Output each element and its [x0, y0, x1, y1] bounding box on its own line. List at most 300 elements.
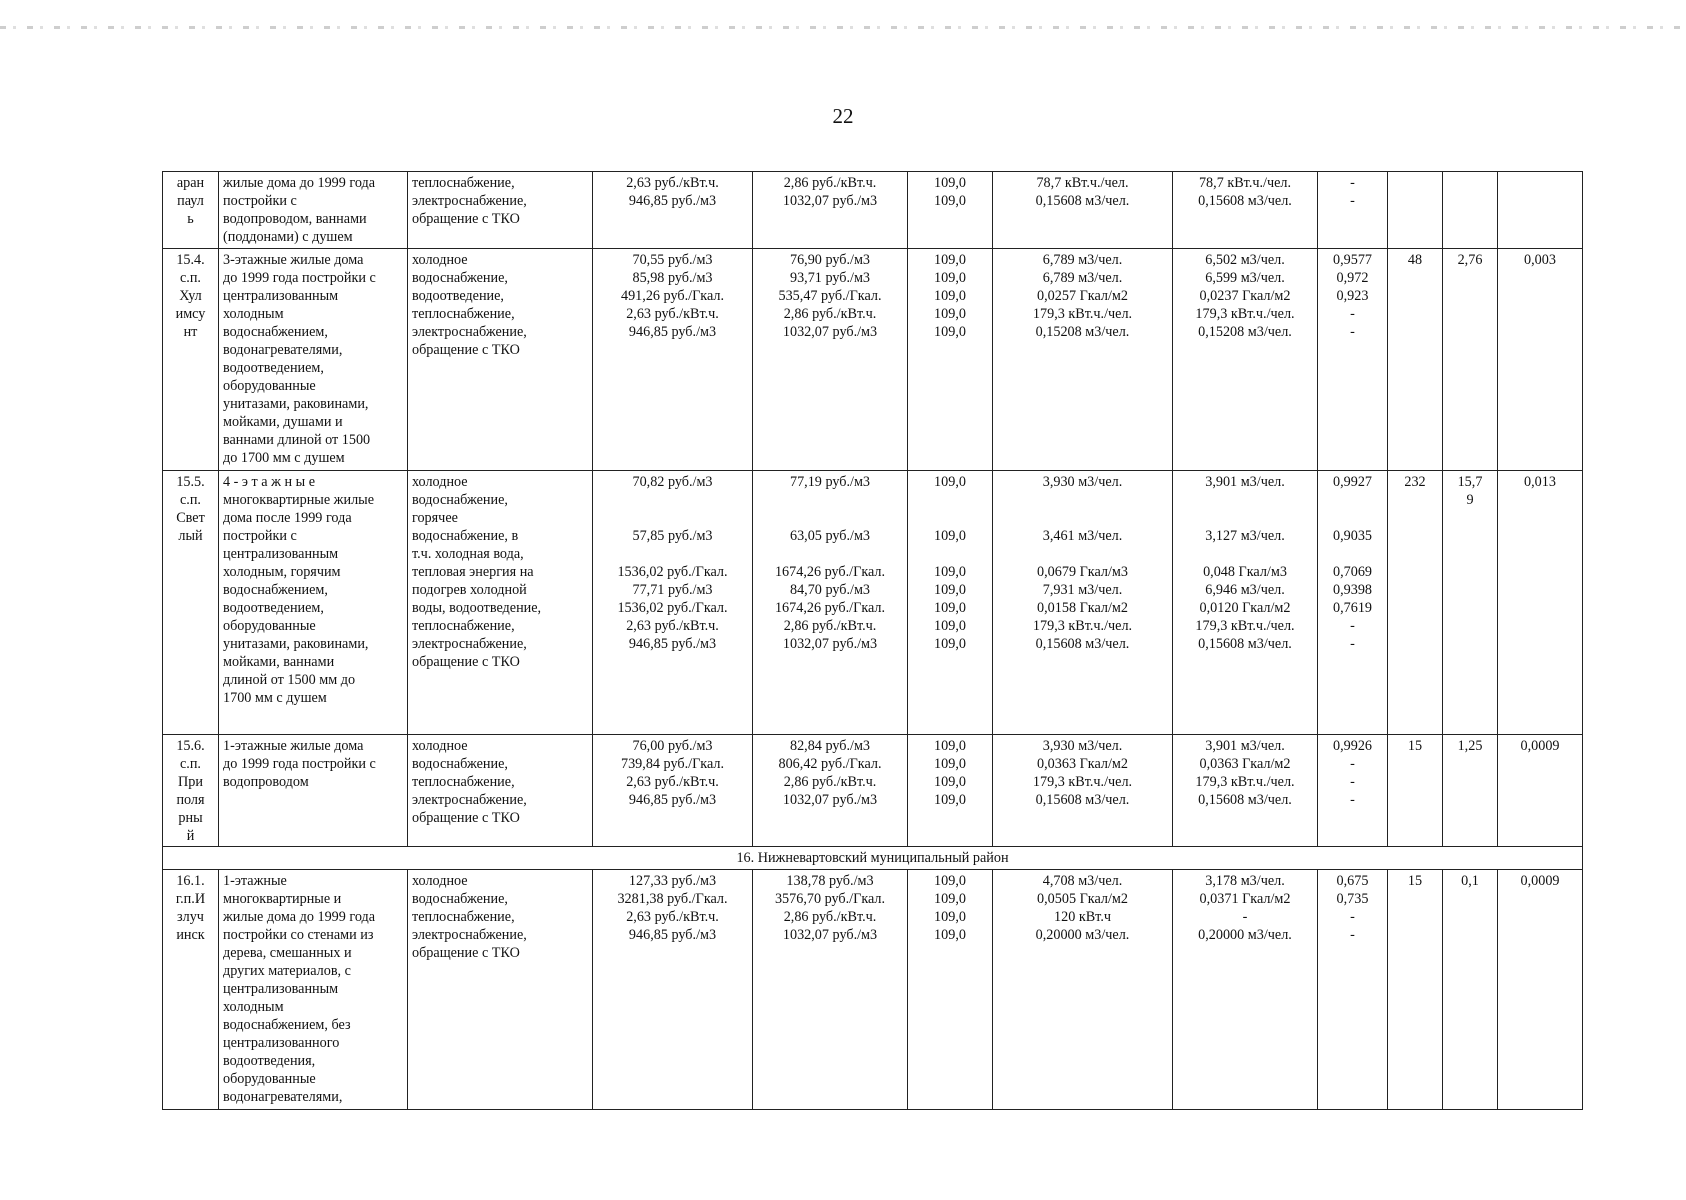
- cell-line: 2,86 руб./кВт.ч.: [783, 306, 877, 322]
- description-cell: [219, 172, 408, 249]
- norm-2-cell: [1173, 172, 1318, 249]
- cell-line: -: [1350, 618, 1355, 634]
- cell-line: -: [1350, 774, 1355, 790]
- cell-line: ь: [187, 211, 194, 227]
- page-number: 22: [832, 104, 854, 128]
- description-cell: [219, 471, 408, 735]
- cell-line: 1536,02 руб./Гкал.: [617, 564, 728, 580]
- cell-line: 78,7 кВт.ч./чел.: [1036, 175, 1129, 191]
- cell-line: 1-этажные: [223, 873, 287, 889]
- value-b-cell: 0,003: [1498, 249, 1583, 471]
- cell-line: жилые дома до 1999 года: [223, 909, 376, 925]
- cell-line: водопроводом, ваннами: [223, 211, 367, 227]
- cell-line: нт: [183, 324, 198, 340]
- coef-cell: [1318, 471, 1388, 735]
- value-a-cell: 1,25: [1443, 735, 1498, 847]
- norm-1-cell: [993, 249, 1173, 471]
- cell-line: 2,63 руб./кВт.ч.: [626, 175, 719, 191]
- cell-line: 9: [1466, 492, 1474, 508]
- cell-line: теплоснабжение,: [412, 618, 515, 634]
- cell-line: 0,15208 м3/чел.: [1035, 324, 1130, 340]
- cell-line: жилые дома до 1999 года: [223, 175, 376, 191]
- cell-line: 2,86 руб./кВт.ч.: [783, 618, 877, 634]
- cell-line: 109,0: [934, 618, 966, 634]
- cell-line: 1674,26 руб./Гкал.: [774, 600, 886, 616]
- cell-line: холодное: [412, 474, 468, 490]
- cell-line: 15.6.: [176, 738, 205, 754]
- cell-line: 0,15608 м3/чел.: [1198, 193, 1292, 209]
- cell-line: 0,0120 Гкал/м2: [1199, 600, 1291, 616]
- cell-line: до 1700 мм с душем: [223, 450, 345, 466]
- cell-line: 946,85 руб./м3: [628, 193, 717, 209]
- table-row: [163, 172, 1583, 249]
- settlement-cell: [163, 249, 219, 471]
- cell-line: паул: [177, 193, 204, 209]
- cell-line: 0,7619: [1332, 600, 1372, 616]
- cell-line: 6,789 м3/чел.: [1042, 270, 1123, 286]
- cell-line: 109,0: [934, 288, 966, 304]
- cell-line: 1032,07 руб./м3: [782, 324, 878, 340]
- cell-line: подогрев холодной: [412, 582, 527, 598]
- cell-line: водоснабжение,: [412, 492, 508, 508]
- cell-line: централизованным: [223, 981, 339, 997]
- tariff-2-cell: [753, 735, 908, 847]
- cell-line: холодное: [412, 873, 468, 889]
- blank-line: [1322, 545, 1383, 563]
- cell-line: 78,7 кВт.ч./чел.: [1198, 175, 1292, 191]
- count-cell: 232: [1388, 471, 1443, 735]
- cell-line: с.п.: [180, 270, 201, 286]
- cell-line: поля: [176, 792, 205, 808]
- cell-line: водонагревателями,: [223, 1089, 343, 1105]
- cell-line: водоснабжением,: [223, 324, 328, 340]
- cell-line: водоснабжение,: [412, 756, 508, 772]
- cell-line: 0,923: [1336, 288, 1369, 304]
- index-cell: [908, 249, 993, 471]
- cell-line: 0,15608 м3/чел.: [1198, 792, 1292, 808]
- cell-line: 179,3 кВт.ч./чел.: [1032, 618, 1133, 634]
- tariff-2-cell: [753, 172, 908, 249]
- cell-line: унитазами, раковинами,: [223, 396, 369, 412]
- cell-line: воды, водоотведение,: [412, 600, 542, 616]
- cell-line: 0,0371 Гкал/м2: [1199, 891, 1291, 907]
- cell-line: 1032,07 руб./м3: [782, 636, 878, 652]
- cell-line: 535,47 руб./Гкал.: [778, 288, 882, 304]
- cell-line: 4 - э т а ж н ы е: [223, 474, 316, 490]
- cell-line: 1700 мм с душем: [223, 690, 327, 706]
- cell-line: постройки с: [223, 528, 297, 544]
- table-row: [163, 870, 1583, 1110]
- section-header-row: [163, 847, 1583, 870]
- cell-line: обращение с ТКО: [412, 342, 520, 358]
- cell-line: 2,63 руб./кВт.ч.: [626, 774, 719, 790]
- cell-line: 0,15208 м3/чел.: [1198, 324, 1292, 340]
- coef-cell: [1318, 172, 1388, 249]
- cell-line: Свет: [176, 510, 205, 526]
- index-cell: [908, 471, 993, 735]
- cell-line: теплоснабжение,: [412, 306, 515, 322]
- cell-line: -: [1350, 175, 1355, 191]
- tariff-2-cell: [753, 249, 908, 471]
- cell-line: холодным, горячим: [223, 564, 341, 580]
- cell-line: 946,85 руб./м3: [628, 927, 717, 943]
- cell-line: 0,048 Гкал/м3: [1203, 564, 1287, 580]
- cell-line: 2,63 руб./кВт.ч.: [626, 306, 719, 322]
- cell-line: 3,901 м3/чел.: [1205, 738, 1285, 754]
- cell-line: 109,0: [934, 270, 966, 286]
- cell-line: 1-этажные жилые дома: [223, 738, 364, 754]
- cell-line: 138,78 руб./м3: [786, 873, 874, 889]
- cell-line: 84,70 руб./м3: [789, 582, 871, 598]
- cell-line: обращение с ТКО: [412, 810, 520, 826]
- value-a-cell: [1443, 471, 1498, 735]
- cell-line: 0,972: [1336, 270, 1369, 286]
- cell-line: 6,599 м3/чел.: [1205, 270, 1285, 286]
- tariff-table: [162, 171, 1583, 1110]
- cell-line: водоснабжением, без: [223, 1017, 351, 1033]
- cell-line: 739,84 руб./Гкал.: [620, 756, 724, 772]
- cell-line: теплоснабжение,: [412, 909, 515, 925]
- cell-line: имсу: [175, 306, 206, 322]
- cell-line: 0,9927: [1332, 474, 1372, 490]
- value-b-cell: 0,0009: [1498, 735, 1583, 847]
- cell-line: 93,71 руб./м3: [789, 270, 871, 286]
- cell-line: 15.4.: [176, 252, 205, 268]
- cell-line: 0,7069: [1332, 564, 1372, 580]
- table-row: [163, 735, 1583, 847]
- tariff-1-cell: [593, 870, 753, 1110]
- cell-line: 3,461 м3/чел.: [1042, 528, 1123, 544]
- tariff-2-cell: [753, 471, 908, 735]
- index-cell: [908, 172, 993, 249]
- cell-line: 6,502 м3/чел.: [1205, 252, 1285, 268]
- settlement-cell: [163, 735, 219, 847]
- cell-line: 0,0363 Гкал/м2: [1037, 756, 1128, 772]
- cell-line: 85,98 руб./м3: [632, 270, 713, 286]
- norm-2-cell: [1173, 870, 1318, 1110]
- cell-line: т.ч. холодная вода,: [412, 546, 524, 562]
- blank-line: [912, 545, 988, 563]
- cell-line: теплоснабжение,: [412, 774, 515, 790]
- blank-line: [912, 509, 988, 527]
- cell-line: 0,20000 м3/чел.: [1035, 927, 1130, 943]
- cell-line: аран: [176, 175, 205, 191]
- cell-line: 127,33 руб./м3: [628, 873, 717, 889]
- cell-line: 3,127 м3/чел.: [1205, 528, 1285, 544]
- cell-line: 109,0: [934, 774, 966, 790]
- cell-line: -: [1350, 306, 1355, 322]
- cell-line: оборудованные: [223, 618, 316, 634]
- cell-line: электроснабжение,: [412, 636, 527, 652]
- cell-line: холодное: [412, 252, 468, 268]
- blank-line: [997, 491, 1168, 509]
- cell-line: 0,15608 м3/чел.: [1198, 636, 1292, 652]
- cell-line: злуч: [177, 909, 204, 925]
- cell-line: обращение с ТКО: [412, 211, 520, 227]
- description-cell: [219, 249, 408, 471]
- blank-line: [757, 509, 903, 527]
- cell-line: 179,3 кВт.ч./чел.: [1032, 306, 1133, 322]
- cell-line: 946,85 руб./м3: [628, 792, 717, 808]
- cell-line: й: [186, 828, 195, 844]
- cell-line: унитазами, раковинами,: [223, 636, 369, 652]
- cell-line: 63,05 руб./м3: [789, 528, 871, 544]
- cell-line: 109,0: [934, 738, 966, 754]
- norm-1-cell: [993, 870, 1173, 1110]
- cell-line: 57,85 руб./м3: [632, 528, 713, 544]
- value-a-cell: [1443, 172, 1498, 249]
- cell-line: обращение с ТКО: [412, 945, 520, 961]
- cell-line: 2,86 руб./кВт.ч.: [783, 909, 877, 925]
- cell-line: 109,0: [934, 636, 966, 652]
- cell-line: дома после 1999 года: [223, 510, 352, 526]
- cell-line: 109,0: [934, 175, 966, 191]
- cell-line: 109,0: [934, 582, 966, 598]
- cell-line: 120 кВт.ч: [1054, 909, 1111, 925]
- cell-line: 179,3 кВт.ч./чел.: [1195, 306, 1295, 322]
- cell-line: мойками, ваннами: [223, 654, 335, 670]
- cell-line: -: [1350, 636, 1355, 652]
- cell-line: водоотведения,: [223, 1053, 316, 1069]
- cell-line: теплоснабжение,: [412, 175, 515, 191]
- cell-line: При: [178, 774, 203, 790]
- tariff-2-cell: [753, 870, 908, 1110]
- settlement-cell: [163, 471, 219, 735]
- tariff-1-cell: [593, 172, 753, 249]
- cell-line: 0,675: [1336, 873, 1369, 889]
- cell-line: 6,789 м3/чел.: [1042, 252, 1123, 268]
- cell-line: -: [1350, 193, 1355, 209]
- cell-line: многоквартирные и: [223, 891, 342, 907]
- description-cell: [219, 870, 408, 1110]
- cell-line: лый: [178, 528, 203, 544]
- cell-line: 0,15608 м3/чел.: [1035, 193, 1130, 209]
- cell-line: оборудованные: [223, 1071, 316, 1087]
- cell-line: холодным: [223, 306, 284, 322]
- norm-1-cell: [993, 471, 1173, 735]
- cell-line: 70,82 руб./м3: [632, 474, 713, 490]
- cell-line: водонагревателями,: [223, 342, 343, 358]
- blank-line: [597, 491, 748, 509]
- cell-line: 76,90 руб./м3: [789, 252, 871, 268]
- cell-line: 3,930 м3/чел.: [1042, 738, 1123, 754]
- cell-line: г.п.И: [175, 891, 206, 907]
- cell-line: 179,3 кВт.ч./чел.: [1195, 618, 1295, 634]
- services-cell: [408, 735, 593, 847]
- cell-line: водопроводом: [223, 774, 309, 790]
- cell-line: 2,63 руб./кВт.ч.: [626, 909, 719, 925]
- cell-line: холодным: [223, 999, 284, 1015]
- value-b-cell: 0,0009: [1498, 870, 1583, 1110]
- coef-cell: [1318, 870, 1388, 1110]
- section-title: 16. Нижневартовский муниципальный район: [163, 847, 1583, 870]
- table-row: [163, 471, 1583, 735]
- cell-line: 2,86 руб./кВт.ч.: [783, 175, 877, 191]
- cell-line: 1674,26 руб./Гкал.: [774, 564, 886, 580]
- tariff-1-cell: [593, 471, 753, 735]
- tariff-1-cell: [593, 735, 753, 847]
- cell-line: других материалов, с: [223, 963, 351, 979]
- cell-line: 109,0: [934, 193, 966, 209]
- cell-line: -: [1350, 324, 1355, 340]
- cell-line: рны: [178, 810, 203, 826]
- count-cell: 48: [1388, 249, 1443, 471]
- value-b-cell: [1498, 172, 1583, 249]
- cell-line: 109,0: [934, 600, 966, 616]
- blank-line: [1177, 509, 1313, 527]
- settlement-cell: [163, 172, 219, 249]
- blank-line: [597, 545, 748, 563]
- cell-line: тепловая энергия на: [412, 564, 534, 580]
- cell-line: централизованного: [223, 1035, 340, 1051]
- blank-line: [757, 491, 903, 509]
- cell-line: 1032,07 руб./м3: [782, 792, 878, 808]
- cell-line: электроснабжение,: [412, 792, 527, 808]
- norm-1-cell: [993, 735, 1173, 847]
- cell-line: 0,0679 Гкал/м3: [1037, 564, 1128, 580]
- services-cell: [408, 870, 593, 1110]
- cell-line: 4,708 м3/чел.: [1042, 873, 1123, 889]
- blank-line: [1322, 509, 1383, 527]
- cell-line: 15.5.: [176, 474, 205, 490]
- cell-line: электроснабжение,: [412, 324, 527, 340]
- cell-line: 0,0257 Гкал/м2: [1037, 288, 1128, 304]
- cell-line: 109,0: [934, 756, 966, 772]
- count-cell: 15: [1388, 870, 1443, 1110]
- cell-line: холодное: [412, 738, 468, 754]
- description-cell: [219, 735, 408, 847]
- cell-line: электроснабжение,: [412, 927, 527, 943]
- cell-line: 1032,07 руб./м3: [782, 927, 878, 943]
- cell-line: 179,3 кВт.ч./чел.: [1032, 774, 1133, 790]
- cell-line: 0,15608 м3/чел.: [1035, 792, 1130, 808]
- coef-cell: [1318, 735, 1388, 847]
- cell-line: 0,9398: [1332, 582, 1372, 598]
- blank-line: [597, 509, 748, 527]
- index-cell: [908, 870, 993, 1110]
- cell-line: 70,55 руб./м3: [632, 252, 713, 268]
- cell-line: 946,85 руб./м3: [628, 636, 717, 652]
- cell-line: водоснабжение, в: [412, 528, 519, 544]
- cell-line: 109,0: [934, 528, 966, 544]
- cell-line: 946,85 руб./м3: [628, 324, 717, 340]
- cell-line: 77,19 руб./м3: [789, 474, 871, 490]
- cell-line: водоотведением,: [223, 600, 324, 616]
- cell-line: 0,0158 Гкал/м2: [1037, 600, 1128, 616]
- cell-line: водоснабжение,: [412, 891, 508, 907]
- cell-line: постройки с: [223, 193, 297, 209]
- cell-line: 109,0: [934, 564, 966, 580]
- cell-line: 3-этажные жилые дома: [223, 252, 364, 268]
- cell-line: мойками, душами и: [223, 414, 343, 430]
- norm-2-cell: [1173, 471, 1318, 735]
- cell-line: -: [1350, 909, 1355, 925]
- cell-line: горячее: [412, 510, 458, 526]
- norm-2-cell: [1173, 735, 1318, 847]
- cell-line: 0,9035: [1332, 528, 1372, 544]
- blank-line: [997, 509, 1168, 527]
- cell-line: 77,71 руб./м3: [632, 582, 713, 598]
- count-cell: 15: [1388, 735, 1443, 847]
- settlement-cell: [163, 870, 219, 1110]
- cell-line: водоотведением,: [223, 360, 324, 376]
- cell-line: 16.1.: [176, 873, 205, 889]
- cell-line: -: [1350, 792, 1355, 808]
- cell-line: -: [1242, 909, 1248, 925]
- blank-line: [1177, 545, 1313, 563]
- count-cell: [1388, 172, 1443, 249]
- services-cell: [408, 471, 593, 735]
- cell-line: 109,0: [934, 474, 966, 490]
- cell-line: 806,42 руб./Гкал.: [778, 756, 882, 772]
- norm-1-cell: [993, 172, 1173, 249]
- cell-line: 3,930 м3/чел.: [1042, 474, 1123, 490]
- cell-line: 3281,38 руб./Гкал.: [617, 891, 728, 907]
- cell-line: 1536,02 руб./Гкал.: [617, 600, 728, 616]
- blank-line: [1322, 491, 1383, 509]
- cell-line: 109,0: [934, 792, 966, 808]
- cell-line: ваннами длиной от 1500: [223, 432, 371, 448]
- cell-line: -: [1350, 927, 1355, 943]
- cell-line: обращение с ТКО: [412, 654, 520, 670]
- cell-line: водоотведение,: [412, 288, 504, 304]
- cell-line: 109,0: [934, 909, 966, 925]
- cell-line: 0,735: [1336, 891, 1369, 907]
- cell-line: 0,9926: [1332, 738, 1372, 754]
- cell-line: 0,0363 Гкал/м2: [1199, 756, 1291, 772]
- cell-line: 491,26 руб./Гкал.: [620, 288, 724, 304]
- cell-line: дерева, смешанных и: [223, 945, 352, 961]
- cell-line: 15,7: [1457, 474, 1483, 490]
- cell-line: 7,931 м3/чел.: [1042, 582, 1123, 598]
- cell-line: 109,0: [934, 324, 966, 340]
- cell-line: 1032,07 руб./м3: [782, 193, 878, 209]
- cell-line: водоснабжением,: [223, 582, 328, 598]
- cell-line: централизованным: [223, 546, 339, 562]
- cell-line: 76,00 руб./м3: [632, 738, 713, 754]
- cell-line: оборудованные: [223, 378, 316, 394]
- cell-line: инск: [176, 927, 205, 943]
- value-a-cell: 2,76: [1443, 249, 1498, 471]
- norm-2-cell: [1173, 249, 1318, 471]
- cell-line: 0,20000 м3/чел.: [1198, 927, 1292, 943]
- cell-line: 109,0: [934, 891, 966, 907]
- cell-line: (поддонами) с душем: [223, 229, 353, 245]
- cell-line: 179,3 кВт.ч./чел.: [1195, 774, 1295, 790]
- cell-line: до 1999 года постройки с: [223, 270, 376, 286]
- cell-line: 6,946 м3/чел.: [1205, 582, 1285, 598]
- cell-line: электроснабжение,: [412, 193, 527, 209]
- cell-line: 3,178 м3/чел.: [1205, 873, 1285, 889]
- value-a-cell: 0,1: [1443, 870, 1498, 1110]
- cell-line: с.п.: [180, 756, 201, 772]
- cell-line: 109,0: [934, 252, 966, 268]
- cell-line: 0,9577: [1332, 252, 1372, 268]
- cell-line: многоквартирные жилые: [223, 492, 374, 508]
- cell-line: 0,0505 Гкал/м2: [1037, 891, 1128, 907]
- blank-line: [997, 545, 1168, 563]
- cell-line: водоснабжение,: [412, 270, 508, 286]
- table-row: [163, 249, 1583, 471]
- blank-line: [1177, 491, 1313, 509]
- blank-line: [757, 545, 903, 563]
- scan-edge-artifact: [0, 26, 1686, 29]
- cell-line: 0,0237 Гкал/м2: [1199, 288, 1291, 304]
- cell-line: 109,0: [934, 306, 966, 322]
- cell-line: постройки со стенами из: [223, 927, 374, 943]
- value-b-cell: 0,013: [1498, 471, 1583, 735]
- cell-line: -: [1350, 756, 1355, 772]
